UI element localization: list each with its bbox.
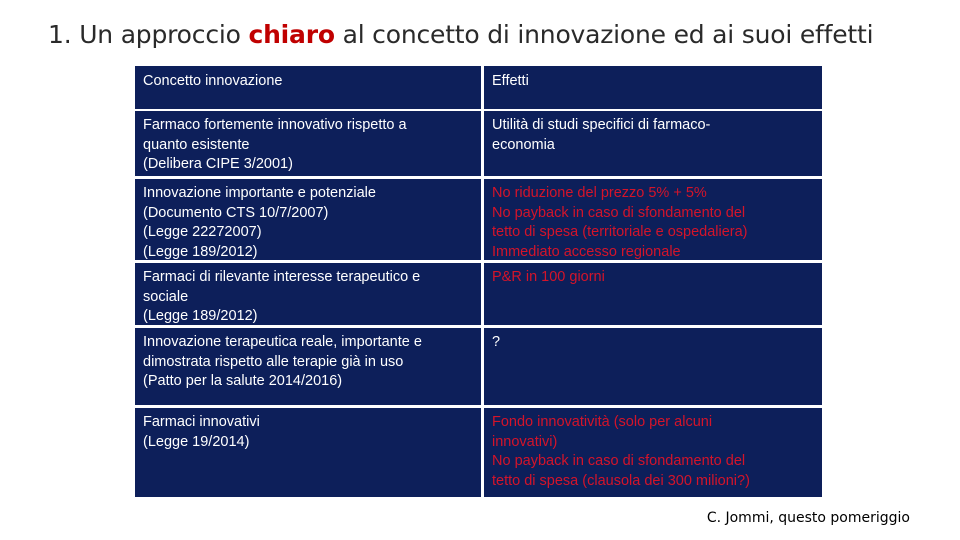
cell-line: Utilità di studi specifici di farmaco- — [492, 117, 711, 133]
slide-title-suffix: al concetto di innovazione ed ai suoi effetti — [334, 20, 874, 49]
innovation-table — [135, 66, 822, 498]
slide-title — [48, 20, 948, 49]
concept-cell — [135, 408, 481, 497]
cell-line: Innovazione importante e potenziale — [143, 185, 376, 201]
effect-cell — [484, 328, 822, 405]
cell-line: (Documento CTS 10/7/2007) — [143, 204, 329, 221]
slide-title-highlight: chiaro — [248, 20, 335, 49]
effect-cell — [484, 111, 822, 176]
cell-line: Immediato accesso regionale — [492, 243, 681, 260]
effect-cell — [484, 179, 822, 260]
footer-credit: C. Jommi, questo pomeriggio — [706, 510, 910, 526]
cell-line: quanto esistente — [143, 136, 250, 153]
cell-line: P&R in 100 giorni — [492, 269, 605, 285]
effect-cell — [484, 263, 822, 325]
header-concetto: Concetto innovazione — [135, 66, 481, 109]
concept-cell — [135, 263, 481, 325]
cell-line: (Legge 189/2012) — [143, 243, 258, 260]
cell-line: (Legge 22272007) — [143, 224, 262, 240]
concept-cell — [135, 179, 481, 260]
cell-line: (Legge 189/2012) — [143, 308, 258, 324]
cell-line: dimostrata rispetto alle terapie già in uso — [143, 353, 404, 370]
concept-cell — [135, 328, 481, 405]
cell-line: Farmaci di rilevante interesse terapeutico e — [143, 269, 421, 285]
cell-line: No payback in caso di sfondamento del — [492, 453, 746, 469]
cell-line: ? — [492, 334, 501, 350]
header-effetti: Effetti — [484, 66, 822, 109]
cell-line: Farmaco fortemente innovativo rispetto a — [143, 117, 407, 133]
slide-title-prefix: 1. Un approccio — [48, 20, 249, 49]
cell-line: Fondo innovatività (solo per alcuni — [492, 414, 713, 430]
cell-line: No payback in caso di sfondamento del — [492, 204, 746, 221]
cell-line: innovativi) — [492, 433, 558, 450]
cell-line: (Delibera CIPE 3/2001) — [143, 156, 293, 172]
cell-line: (Legge 19/2014) — [143, 433, 250, 450]
concept-cell — [135, 111, 481, 176]
cell-line: Farmaci innovativi — [143, 414, 260, 430]
cell-line: tetto di spesa (territoriale e ospedaliera) — [492, 224, 748, 240]
cell-line: tetto di spesa (clausola dei 300 milioni?) — [492, 472, 750, 489]
effect-cell — [484, 408, 822, 497]
cell-line: (Patto per la salute 2014/2016) — [143, 373, 343, 389]
cell-line: sociale — [143, 288, 189, 305]
cell-line: economia — [492, 136, 555, 153]
cell-line: Innovazione terapeutica reale, importante e — [143, 334, 422, 350]
cell-line: No riduzione del prezzo 5% + 5% — [492, 185, 707, 201]
